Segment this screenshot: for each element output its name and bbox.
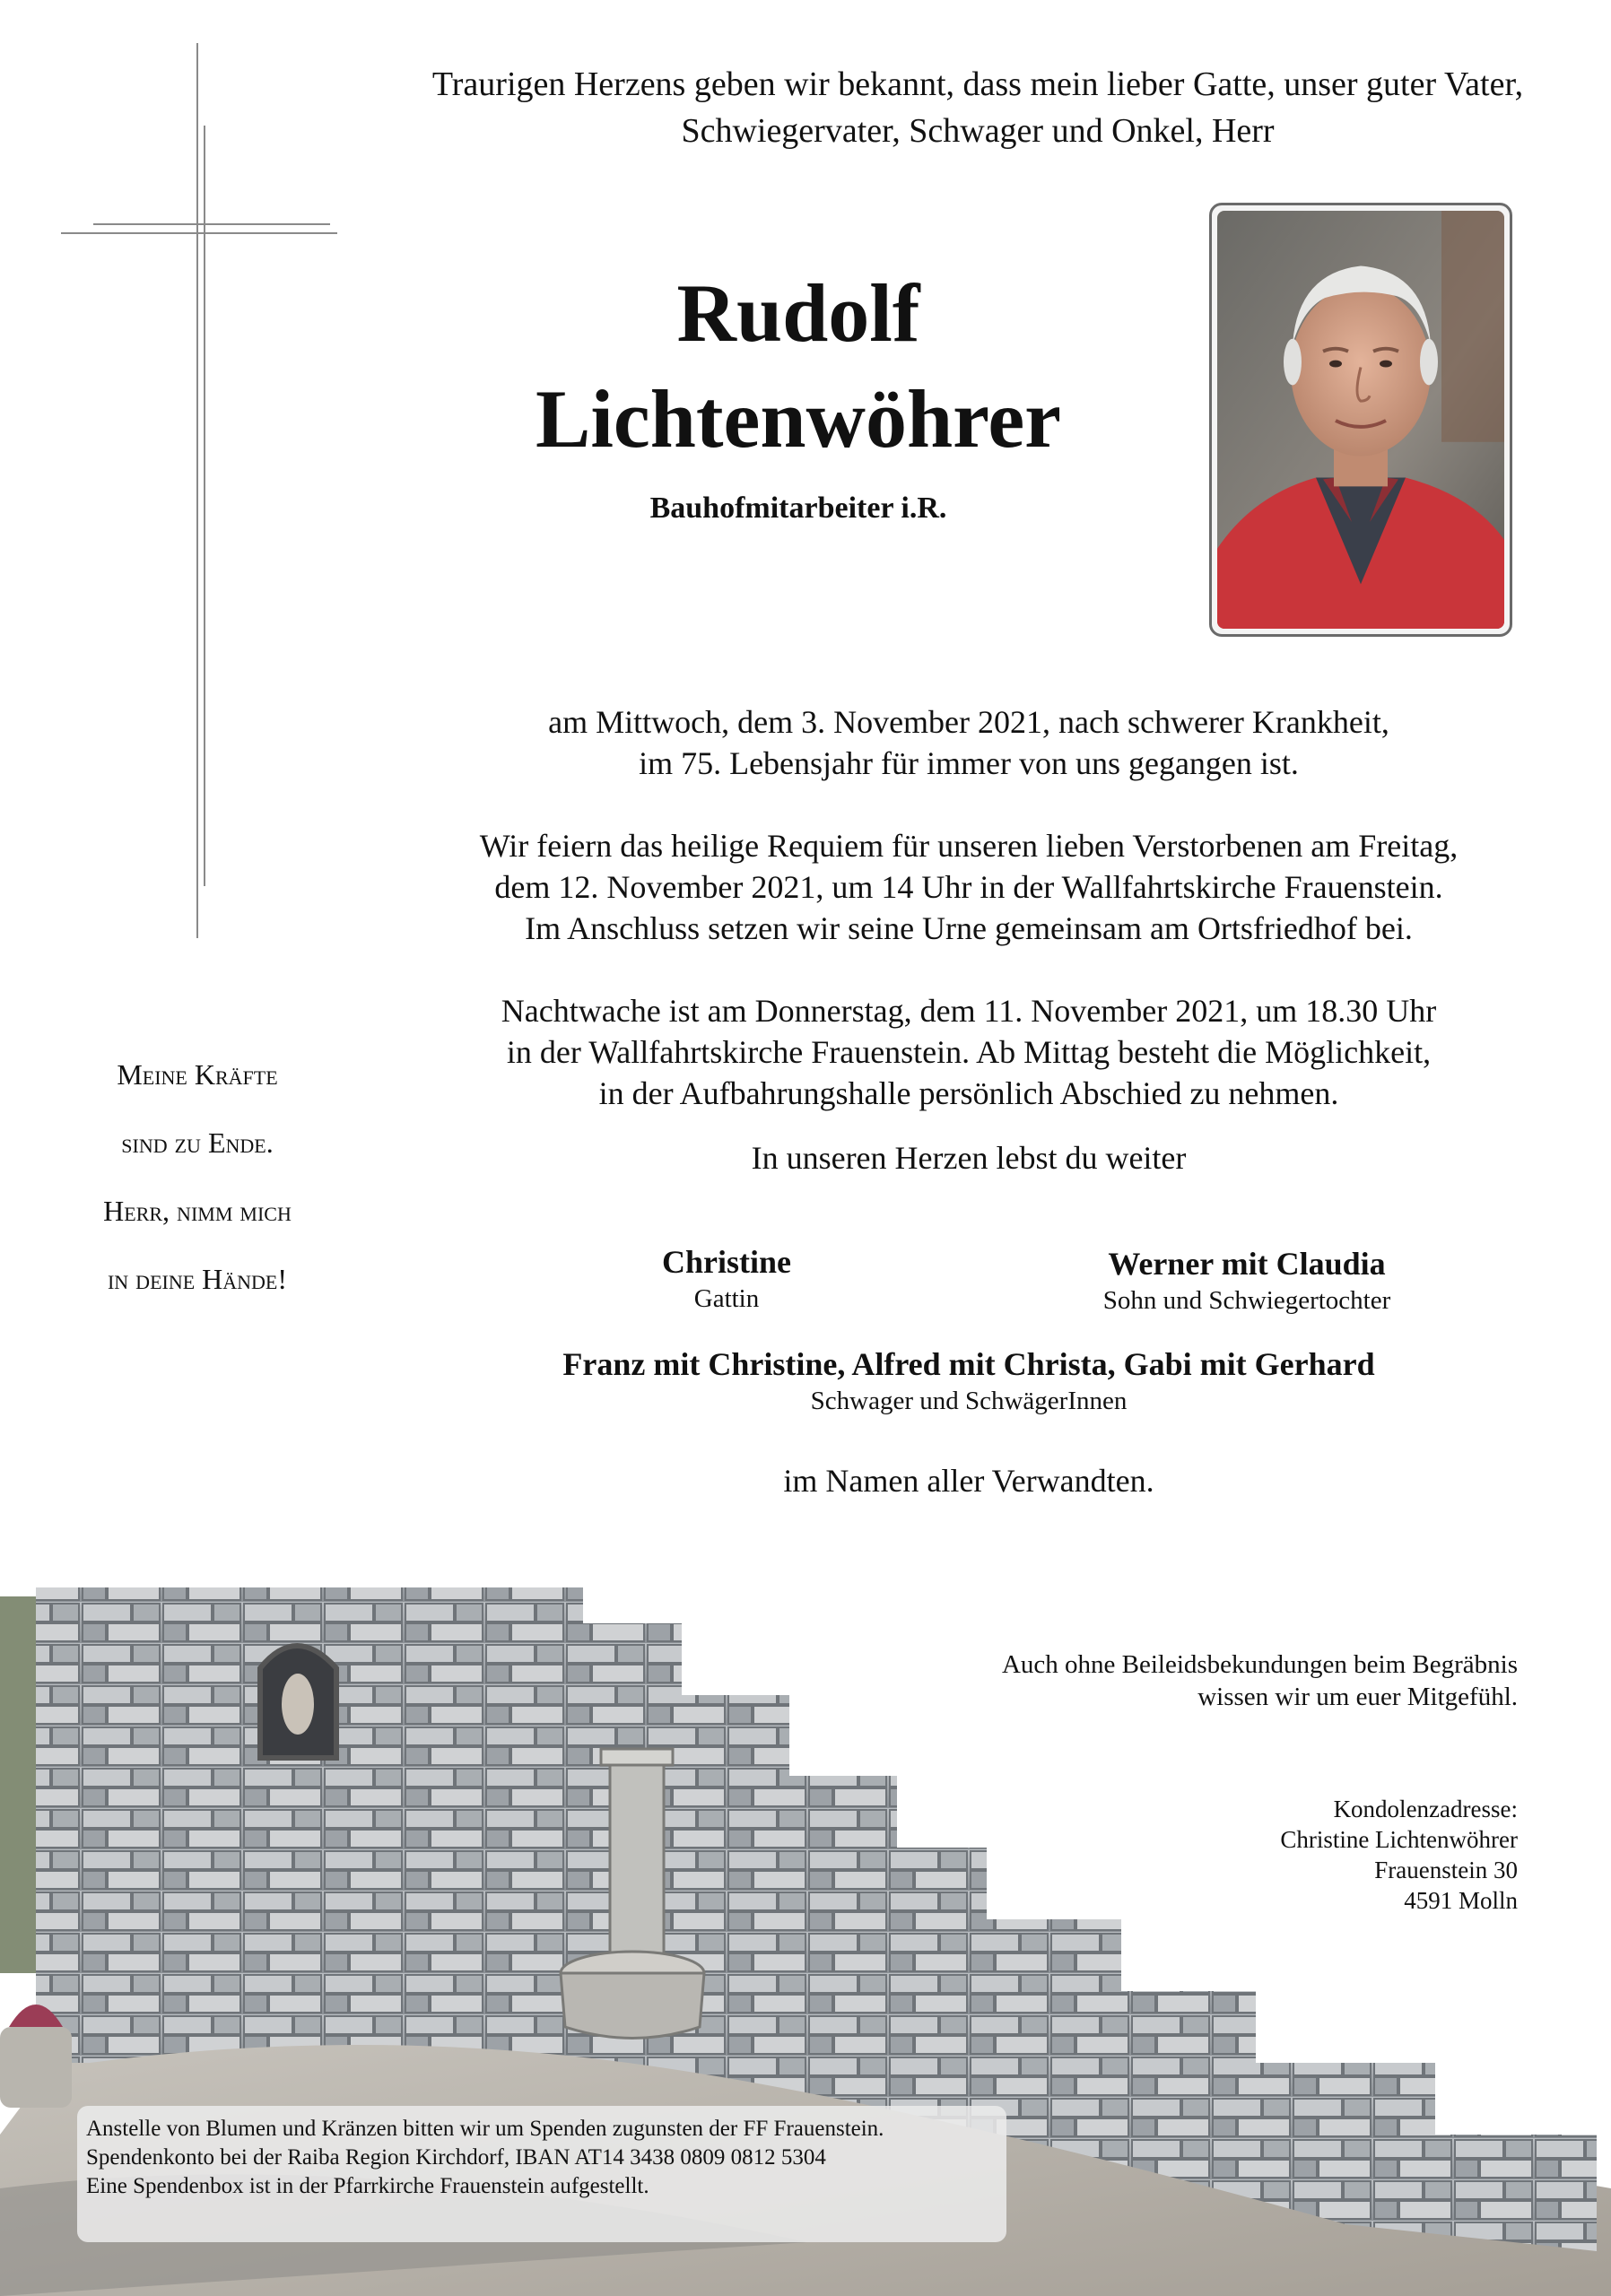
- family-son: [1023, 1245, 1471, 1316]
- requiem-info: [431, 825, 1507, 949]
- spouse-role: Gattin: [693, 1284, 760, 1313]
- occupation: Bauhofmitarbeiter i.R.: [649, 491, 947, 525]
- text-line: Nachtwache ist am Donnerstag, dem 11. November 2021, um 18.30 Uhr: [501, 993, 1437, 1029]
- siblings-names: Franz mit Christine, Alfred mit Christa, Gabi mit Gerhard: [562, 1346, 1375, 1382]
- address-name: Christine Lichtenwöhrer: [1280, 1826, 1518, 1853]
- portrait-photo: [1209, 203, 1512, 637]
- text-line: Eine Spendenbox ist in der Pfarrkirche Frauenstein aufgestellt.: [86, 2174, 649, 2198]
- verse-line: Meine Kräfte: [117, 1058, 278, 1091]
- first-name: Rudolf: [676, 267, 920, 359]
- intro-text: [377, 61, 1579, 154]
- vigil-info: [431, 990, 1507, 1114]
- address-street: Frauenstein 30: [1374, 1857, 1518, 1883]
- text-line: Anstelle von Blumen und Kränzen bitten wir um Spenden zugunsten der FF Frauenstein.: [86, 2117, 884, 2141]
- text-line: Auch ohne Beileidsbekundungen beim Begräbnis: [1001, 1650, 1518, 1679]
- cross-icon: [61, 43, 339, 940]
- farewell-line: In unseren Herzen lebst du weiter: [751, 1140, 1187, 1176]
- family-siblings: [431, 1345, 1507, 1416]
- intro-line: Traurigen Herzens geben wir bekannt, dass mein lieber Gatte, unser guter Vater,: [431, 65, 1524, 103]
- text-line: Spendenkonto bei der Raiba Region Kirchdorf, IBAN AT14 3438 0809 0812 5304: [86, 2145, 826, 2170]
- text-line: in der Wallfahrtskirche Frauenstein. Ab Mittag besteht die Möglichkeit,: [506, 1034, 1432, 1070]
- text-line: in der Aufbahrungshalle persönlich Abschied zu nehmen.: [598, 1075, 1339, 1111]
- son-name: Werner mit Claudia: [1108, 1246, 1386, 1282]
- text-line: im 75. Lebensjahr für immer von uns gegangen ist.: [639, 745, 1299, 781]
- condolence-address: [980, 1794, 1518, 1916]
- verse-line: Herr, nimm mich: [103, 1195, 292, 1227]
- donation-info: [77, 2106, 1006, 2242]
- text-line: dem 12. November 2021, um 14 Uhr in der Wallfahrtskirche Frauenstein.: [494, 869, 1443, 905]
- text-line: am Mittwoch, dem 3. November 2021, nach schwerer Krankheit,: [548, 704, 1389, 740]
- deceased-name: [386, 260, 1211, 472]
- address-label: Kondolenzadresse:: [1333, 1796, 1518, 1822]
- text-line: Wir feiern das heilige Requiem für unseren lieben Verstorbenen am Freitag,: [479, 828, 1459, 864]
- verse-line: in deine Hände!: [107, 1263, 288, 1295]
- verse-line: sind zu Ende.: [121, 1126, 274, 1159]
- siblings-role: Schwager und SchwägerInnen: [810, 1387, 1128, 1415]
- relatives-line: im Namen aller Verwandten.: [783, 1463, 1154, 1499]
- address-city: 4591 Molln: [1404, 1887, 1518, 1914]
- text-line: Im Anschluss setzen wir seine Urne gemeinsam am Ortsfriedhof bei.: [525, 910, 1413, 946]
- text-line: wissen wir um euer Mitgefühl.: [1197, 1683, 1518, 1711]
- portrait-illustration: [1217, 211, 1504, 629]
- family-spouse: [574, 1243, 879, 1314]
- son-role: Sohn und Schwiegertochter: [1102, 1286, 1391, 1315]
- spouse-name: Christine: [662, 1244, 791, 1280]
- last-name: Lichtenwöhrer: [535, 373, 1061, 465]
- death-announcement: [431, 701, 1507, 784]
- intro-line: Schwiegervater, Schwager und Onkel, Herr: [681, 112, 1275, 150]
- condolence-note: [800, 1648, 1518, 1713]
- verse: [54, 1040, 341, 1313]
